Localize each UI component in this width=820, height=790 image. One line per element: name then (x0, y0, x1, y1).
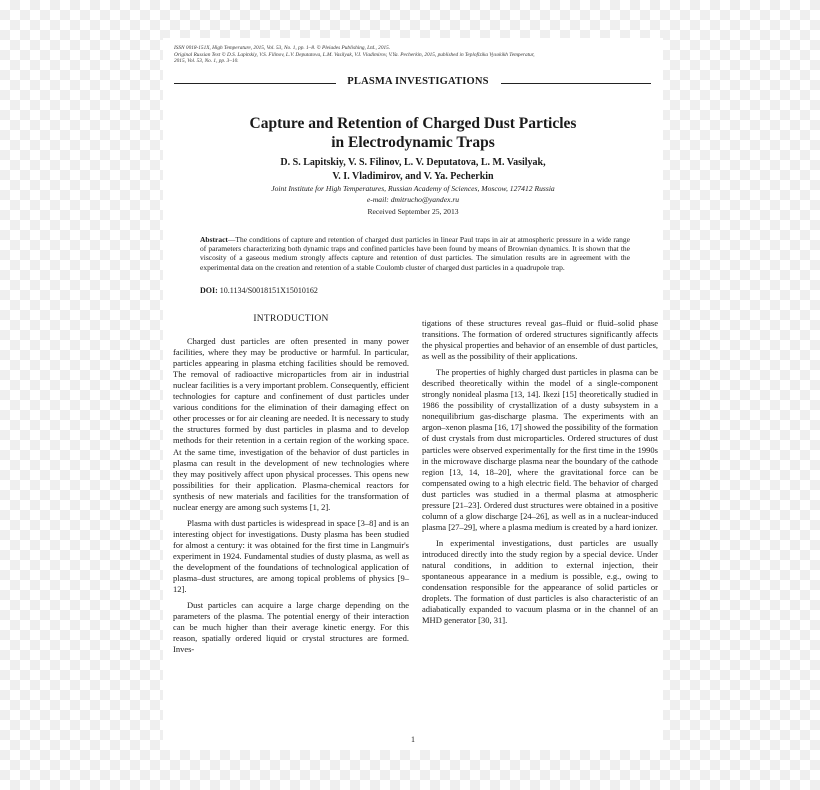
doi (200, 286, 630, 296)
paragraph: Dust particles can acquire a large charge depending on the parameters of the plasma. The potential energy of their interaction can be much higher than their average kinetic energy. For this reason, spatially ordered liquid or crystal structures are formed. Inves- (173, 600, 409, 655)
authors (173, 156, 653, 183)
authors-line-1: D. S. Lapitskiy, V. S. Filinov, L. V. Deputatova, L. M. Vasilyak, (280, 157, 546, 168)
left-column (173, 314, 409, 660)
meta-line-2: Original Russian Text © D.S. Lapitskiy, V.S. Filinov, L.V. Deputatova, L.M. Vasilyak, V.I. Vladimirov, V.Ya. Pecherkin, 2015, published in Teplofizika Vysokikh Temperatur, (174, 51, 535, 58)
paper-title (173, 114, 653, 152)
paragraph: Charged dust particles are often presented in many power facilities, where they may be productive or harmful. In particular, particles appearing in plasma etching facilities should be removed. The removal of radioactive microparticles from air in industrial nuclear facilities is a very important problem. Consequently, efficient technologies for capture and confinement of dust particles under various conditions for the elimination of their damaging effect on other processes or for air cleaning are needed. It is necessary to study the structures formed by dust particles in plasma and to develop methods for their retention in a certain region of the working space. At the same time, investigation of the behavior of dust particles in plasma can result in the development of new technologies where they may positively affect upon physical processes. This opens new possibilities for their application. Plasma-chemical reactors for synthesis of new materials and facilities for the transformation of nuclear energy are among such systems [1, 2]. (173, 336, 409, 512)
paragraph: The properties of highly charged dust particles in plasma can be described theoretically within the model of a single-component strongly nonideal plasma [13, 14]. Ikezi [15] theoretically studied in 1986 the possibility of crystallization of a dusty subsystem in a nonequilibrium gas-discharge plasma. The experiments with an argon–xenon plasma [16, 17] showed the possibility of the formation of dust crystals from dust microparticles. Ordered structures of dust particles were observed experimentally for the first time in the 1990s in the microwave discharge plasma near the boundary of the cathode region [13, 14, 18–20], where the gravitational force can be compensated owing to a high electric field. The behavior of charged dust particles was studied in a thermal plasma at atmospheric pressure [21–23]. Ordered dust structures were obtained in a positive column of a glow discharge [24–26], as well as in a nuclear-induced plasma [27–29], where a plasma medium is created by a hard ionizer. (422, 367, 658, 532)
email: e-mail: dmitrucho@yandex.ru (366, 194, 460, 204)
introduction-heading: INTRODUCTION (253, 314, 329, 324)
affiliation: Joint Institute for High Temperatures, Russian Academy of Sciences, Moscow, 127412 Russia (271, 184, 555, 193)
received-date: Received September 25, 2013 (367, 207, 459, 216)
page-number: 1 (411, 735, 415, 744)
abstract-label: Abstract (200, 235, 228, 244)
meta-line-3: 2015, Vol. 53, No. 1, pp. 3–10. (174, 58, 239, 65)
meta-line-1: ISSN 0018-151X, High Temperature, 2015, Vol. 53, No. 1, pp. 1–8. © Pleiades Publishing, Ltd., 2015. (174, 45, 391, 51)
affiliation-block (173, 184, 653, 205)
section-header (163, 76, 663, 90)
journal-meta (174, 45, 662, 65)
paper-page (163, 38, 663, 750)
doi-label: DOI: (200, 286, 218, 295)
authors-line-2: V. I. Vladimirov, and V. Ya. Pecherkin (332, 170, 494, 182)
section-title: PLASMA INVESTIGATIONS (347, 76, 489, 87)
abstract-text: —The conditions of capture and retention of charged dust particles in linear Paul traps in air at atmospheric pressure in a wide range of parameters characterizing both dynamic traps and confined particles have been found by means of Brownian dynamics. It is shown that the viscosity of a gaseous medium strongly affects capture and retention of dust particles. The simulation results are in agreement with the experimental data on the creation and retention of a stable Coulomb cluster of charged dust particles in a quadrupole trap. (200, 235, 630, 272)
section-rule-left (174, 83, 336, 84)
title-line-2: in Electrodynamic Traps (331, 134, 495, 151)
paragraph-continued: tigations of these structures reveal gas–fluid or fluid–solid phase transitions. The formation of ordered structures significantly affects the physical properties and behavior of an ensemble of dust particles, as well as the possibility of their applications. (422, 318, 658, 362)
section-rule-right (501, 83, 651, 84)
paragraph: Plasma with dust particles is widespread in space [3–8] and is an interesting object for investigations. Dusty plasma has been studied for almost a century: it was obtained for the first time in Langmuir's experiment in 1924. Fundamental studies of dusty plasma, as well as the development of the foundations of technological application of plasma–dust structures, are among topical problems of physics [9–12]. (173, 517, 409, 595)
right-column (422, 318, 658, 631)
title-line-1: Capture and Retention of Charged Dust Particles (249, 115, 577, 132)
paragraph: In experimental investigations, dust particles are usually introduced directly into the study region by a special device. Under natural conditions, in addition to external injection, their spontaneous appearance in a medium is possible, e.g., owing to condensation responsible for the appearance of solid particles or droplets. The formation of dust particles is also characteristic of an adiabatically expanded to vacuum plasma or in the channel of an MHD generator [30, 31]. (422, 537, 658, 626)
abstract (200, 235, 630, 272)
doi-value: 10.1134/S0018151X15010162 (219, 286, 318, 295)
